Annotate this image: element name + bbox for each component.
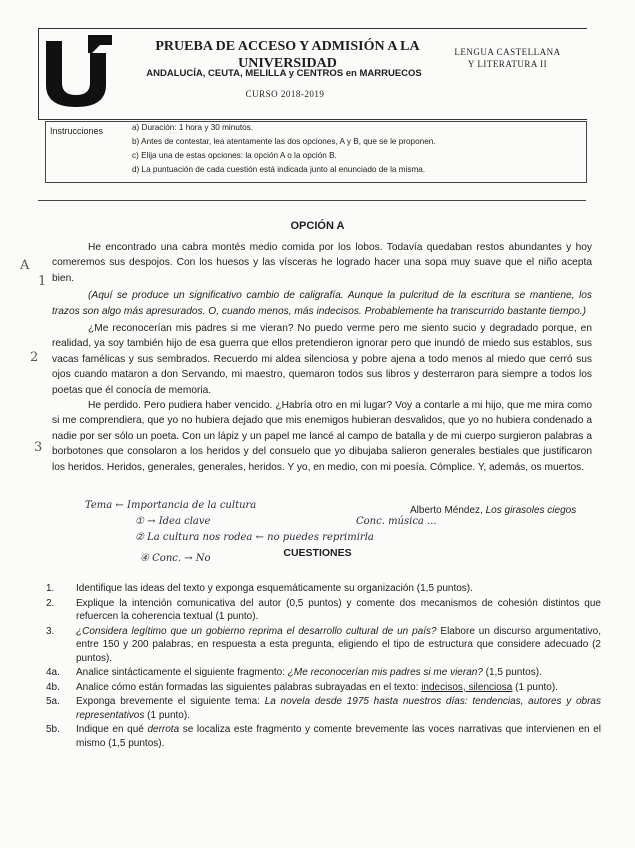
attribution: Alberto Méndez, Los girasoles ciegos xyxy=(410,505,577,516)
instruction-item: d) La puntuación de cada cuestión está indicada junto al enunciado de la misma. xyxy=(132,165,426,174)
text-passage xyxy=(52,240,592,475)
option-title: OPCIÓN A xyxy=(290,220,345,232)
question-item: 5b. Indique en qué derrota se localiza este fragmento y comente brevemente las voces narrativas que intervienen en el mismo (1,5 puntos). xyxy=(46,724,601,749)
handwritten-note-1: ① → Idea clave xyxy=(135,516,211,527)
margin-mark: 3 xyxy=(34,440,43,455)
margin-mark: 2 xyxy=(30,350,39,365)
question-item: 3. ¿Considera legítimo que un gobierno reprima el desarrollo cultural de un país? Elabore un discurso argumentativo, entre 150 y 200 palabras, en respuesta a esta pregunta, eligiendo el tipo de estructura que considere adecuado (2 puntos). xyxy=(46,625,602,664)
instruction-item: a) Duración: 1 hora y 30 minutos. xyxy=(132,123,254,132)
paragraph-2: (Aquí se produce un significativo cambio de caligrafía. Aunque la pulcritud de la escritura se mantiene, los trazos son algo más apresurados. O, cuando menos, más indecisos. Probablemente ha transcurrido bastante tiempo.) xyxy=(52,290,592,317)
questions-title: CUESTIONES xyxy=(283,547,352,559)
paragraph-4: He perdido. Pero pudiera haber vencido. ¿Habría otro en mi lugar? Voy a contarle a mi hijo, que me mira como si me comprendiera, que yo no hubiera dejado que mis enemigos hubieran desvalidos, que yo no hubiera condenado a nadie por ser sólo un poeta. Con un lápiz y un papel me lancé al campo de batalla y de mi cuerpo surgieron palabras a borbotones que consolaron a los heridos y del consuelo que yo dibujaba salieron generales bestiales que justificaron los heridos. Heridos, generales, generales, heridos. Y yo, en medio, con mi poesía. Cómplice. Y, además, os muertos. xyxy=(52,400,592,473)
handwritten-note-2: ② La cultura nos rodea ← no puedes reprimirla xyxy=(135,532,374,543)
question-item: 5a. Exponga brevemente el siguiente tema: La novela desde 1975 hasta nuestros días: tendencias, autores y obras representativos (1 punto). xyxy=(46,696,601,721)
question-item: 1. Identifique las ideas del texto y exponga esquemáticamente su organización (1,5 puntos). xyxy=(46,583,473,594)
handwritten-note-theme: Tema ← Importancia de la cultura xyxy=(85,500,257,511)
question-item: 4a. Analice sintácticamente el siguiente fragmento: ¿Me reconocerían mis padres si me vieran? (1,5 puntos). xyxy=(46,667,542,678)
instructions-list xyxy=(132,121,582,177)
course-year: CURSO 2018-2019 xyxy=(245,89,325,99)
exam-title: PRUEBA DE ACCESO Y ADMISIÓN A LA UNIVERSIDAD xyxy=(155,39,420,71)
instructions-label: Instrucciones xyxy=(50,126,104,136)
instruction-item: b) Antes de contestar, lea atentamente las dos opciones, A y B, que se le proponen. xyxy=(132,137,436,146)
region-subtitle: ANDALUCÍA, CEUTA, MELILLA y CENTROS en MARRUECOS xyxy=(146,68,422,79)
university-logo xyxy=(44,33,114,108)
subject-name: LENGUA CASTELLANA Y LITERATURA II xyxy=(454,47,561,69)
question-item: 4b. Analice cómo están formadas las siguientes palabras subrayadas en el texto: indecisos, silenciosa (1 punto). xyxy=(46,681,558,693)
paragraph-3: ¿Me reconocerían mis padres si me vieran? No puedo verme pero me siento sucio y degradado porque, en realidad, ya soy también hijo de esa guerra que ellos pretendieron ignorar pero que inundó de miedo sus establos, sus vacas famélicas y sus sembrados. Recuerdo mi aldea silenciosa y pobre ajena a todo menos al miedo que cerró sus ojos cuando mataron a don Servando, mi maestro, quemaron todos sus libros y desterraron para siempre a todos los poetas que él conocía de memoria. xyxy=(52,323,592,396)
section-divider xyxy=(38,200,586,201)
question-item: 2. Explique la intención comunicativa del autor (0,5 puntos) y comente dos mecanismos de cohesión distintos que refuercen la coherencia textual (1 punto). xyxy=(46,597,601,622)
paragraph-1: He encontrado una cabra montés medio comida por los lobos. Todavía quedaban restos abundantes y hoy comeremos sus despojos. Con los huesos y las vísceras he logrado hacer una sopa muy suave que el niño acepta bien. xyxy=(52,242,592,284)
questions-list xyxy=(46,582,601,751)
handwritten-note-conc: Conc. música ... xyxy=(356,516,437,527)
margin-mark: 1 xyxy=(38,274,47,289)
handwritten-note-4: ④ Conc. → No xyxy=(140,553,211,564)
margin-mark: A xyxy=(20,258,30,273)
instruction-item: c) Elija una de estas opciones: la opción A o la opción B. xyxy=(132,151,337,160)
